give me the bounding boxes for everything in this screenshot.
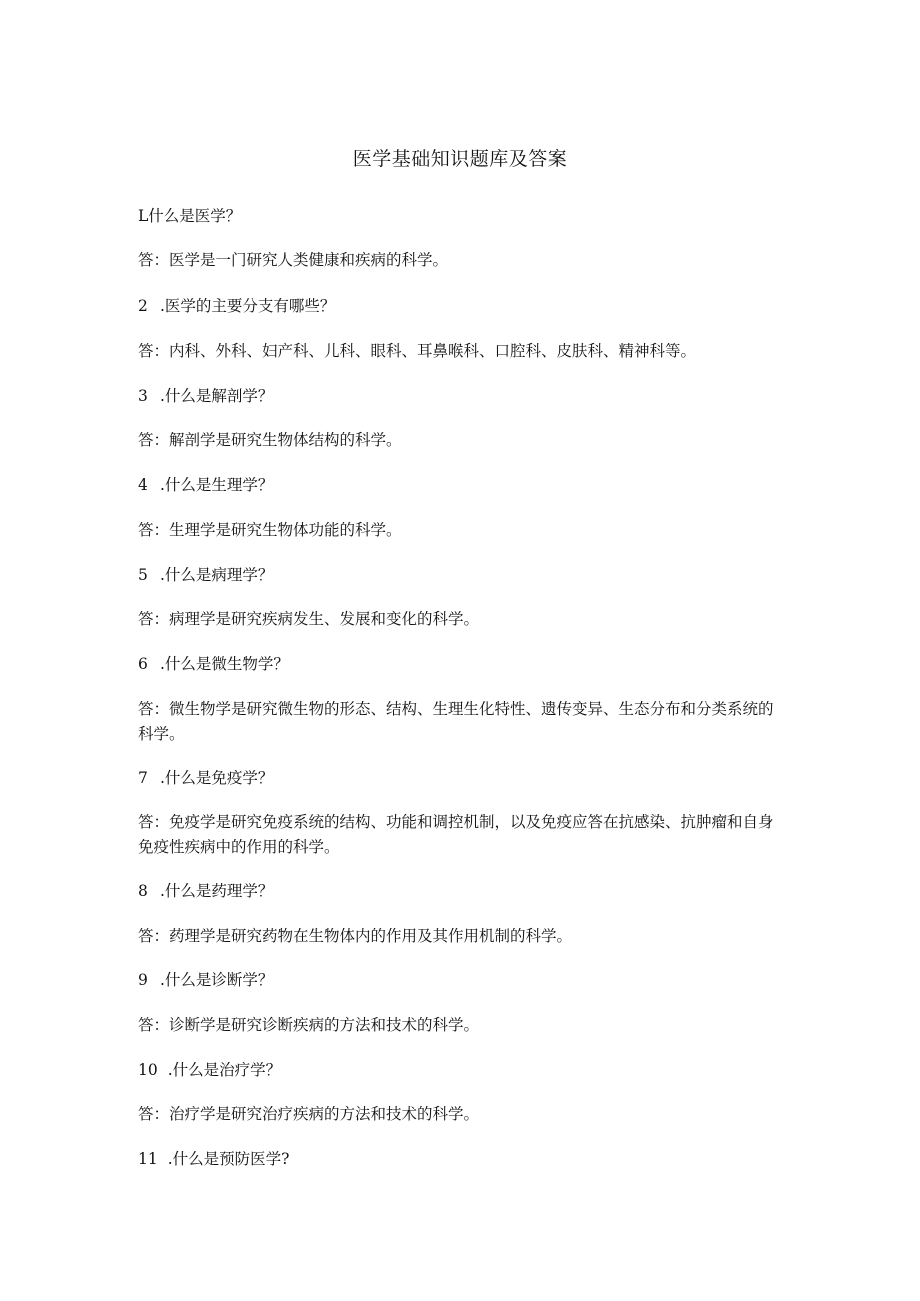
answer-4: 答：生理学是研究生物体功能的科学。 <box>138 521 402 539</box>
document-title: 医学基础知识题库及答案 <box>352 148 568 170</box>
question-text: .什么是生理学？ <box>160 476 274 494</box>
answer-1: 答：医学是一门研究人类健康和疾病的科学。 <box>138 251 449 269</box>
answer-5: 答：病理学是研究疾病发生、发展和变化的科学。 <box>138 610 480 628</box>
question-number: 9 <box>138 971 148 989</box>
question-number: 6 <box>138 655 148 673</box>
question-text: .医学的主要分支有哪些？ <box>160 297 336 315</box>
question-text: .什么是微生物学？ <box>160 655 289 673</box>
answer-7: 答：免疫学是研究免疫系统的结构、功能和调控机制，以及免疫应答在抗感染、抗肿瘤和自身免疫性疾病中的作用的科学。 <box>138 813 774 856</box>
question-text: .什么是药理学？ <box>160 882 274 900</box>
question-text: .什么是诊断学？ <box>160 971 274 989</box>
question-text: .什么是治疗学？ <box>167 1061 282 1079</box>
question-6 <box>138 652 778 677</box>
question-number: 4 <box>138 476 148 494</box>
answer-9: 答：诊断学是研究诊断疾病的方法和技术的科学。 <box>138 1016 480 1034</box>
answer-2: 答：内科、外科、妇产科、儿科、眼科、耳鼻喉科、口腔科、皮肤科、精神科等。 <box>138 342 697 360</box>
question-number: 7 <box>138 769 148 787</box>
question-1 <box>138 204 778 229</box>
answer-3: 答：解剖学是研究生物体结构的科学。 <box>138 431 402 449</box>
answer-8: 答：药理学是研究药物在生物体内的作用及其作用机制的科学。 <box>138 927 573 945</box>
question-4 <box>138 473 778 498</box>
question-8 <box>138 879 778 904</box>
question-10 <box>138 1058 778 1083</box>
question-text: .什么是解剖学？ <box>160 387 274 405</box>
question-11 <box>138 1147 778 1172</box>
question-text: L什么是医学？ <box>138 207 242 225</box>
question-number: 3 <box>138 387 148 405</box>
question-9 <box>138 968 778 993</box>
question-5 <box>138 563 778 588</box>
question-number: 10 <box>138 1061 158 1079</box>
question-text: .什么是免疫学？ <box>160 769 274 787</box>
question-text: .什么是预防医学? <box>167 1150 290 1168</box>
question-number: 8 <box>138 882 148 900</box>
answer-10: 答：治疗学是研究治疗疾病的方法和技术的科学。 <box>138 1105 480 1123</box>
question-7 <box>138 766 778 791</box>
question-2 <box>138 294 778 319</box>
question-number: 2 <box>138 297 148 315</box>
answer-6: 答：微生物学是研究微生物的形态、结构、生理生化特性、遗传变异、生态分布和分类系统的科学。 <box>138 700 774 743</box>
question-3 <box>138 384 778 409</box>
question-text: .什么是病理学？ <box>160 566 274 584</box>
question-number: 11 <box>138 1150 158 1168</box>
question-number: 5 <box>138 566 148 584</box>
